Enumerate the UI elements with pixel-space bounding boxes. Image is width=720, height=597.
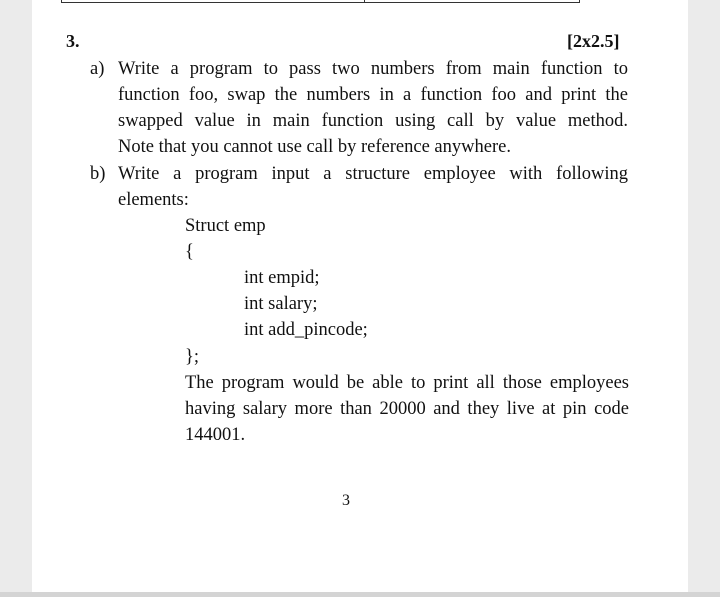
part-a-label: a) [90, 59, 105, 79]
struct-field: int add_pincode; [244, 320, 368, 340]
part-a-line: function foo, swap the numbers in a function foo and print the [118, 85, 628, 105]
part-b-tail-text [185, 370, 629, 448]
question-number: 3. [66, 31, 80, 51]
struct-field: int empid; [244, 268, 320, 288]
part-a-text [118, 56, 628, 160]
part-b-label: b) [90, 164, 106, 184]
document-page [32, 0, 688, 592]
struct-close-brace: }; [185, 347, 200, 367]
table-bottom-border [61, 0, 580, 3]
struct-field: int salary; [244, 294, 318, 314]
part-b-line: Write a program input a structure employee with following [118, 164, 628, 184]
part-a-line: swapped value in main function using call by value method. [118, 111, 628, 131]
part-b-tail-line: The program would be able to print all those employees [185, 373, 629, 393]
question-marks: [2x2.5] [567, 31, 620, 51]
page-number: 3 [342, 492, 350, 509]
struct-header: Struct emp [185, 216, 266, 236]
part-b-tail-line: having salary more than 20000 and they live at pin code [185, 399, 629, 419]
page-bottom-edge [0, 592, 720, 597]
part-a-line: Note that you cannot use call by reference anywhere. [118, 137, 511, 157]
part-b-text [118, 161, 628, 213]
part-b-line: elements: [118, 190, 189, 210]
struct-open-brace: { [185, 242, 194, 262]
part-b-tail-line: 144001. [185, 425, 246, 445]
part-a-line: Write a program to pass two numbers from main function to [118, 59, 628, 79]
